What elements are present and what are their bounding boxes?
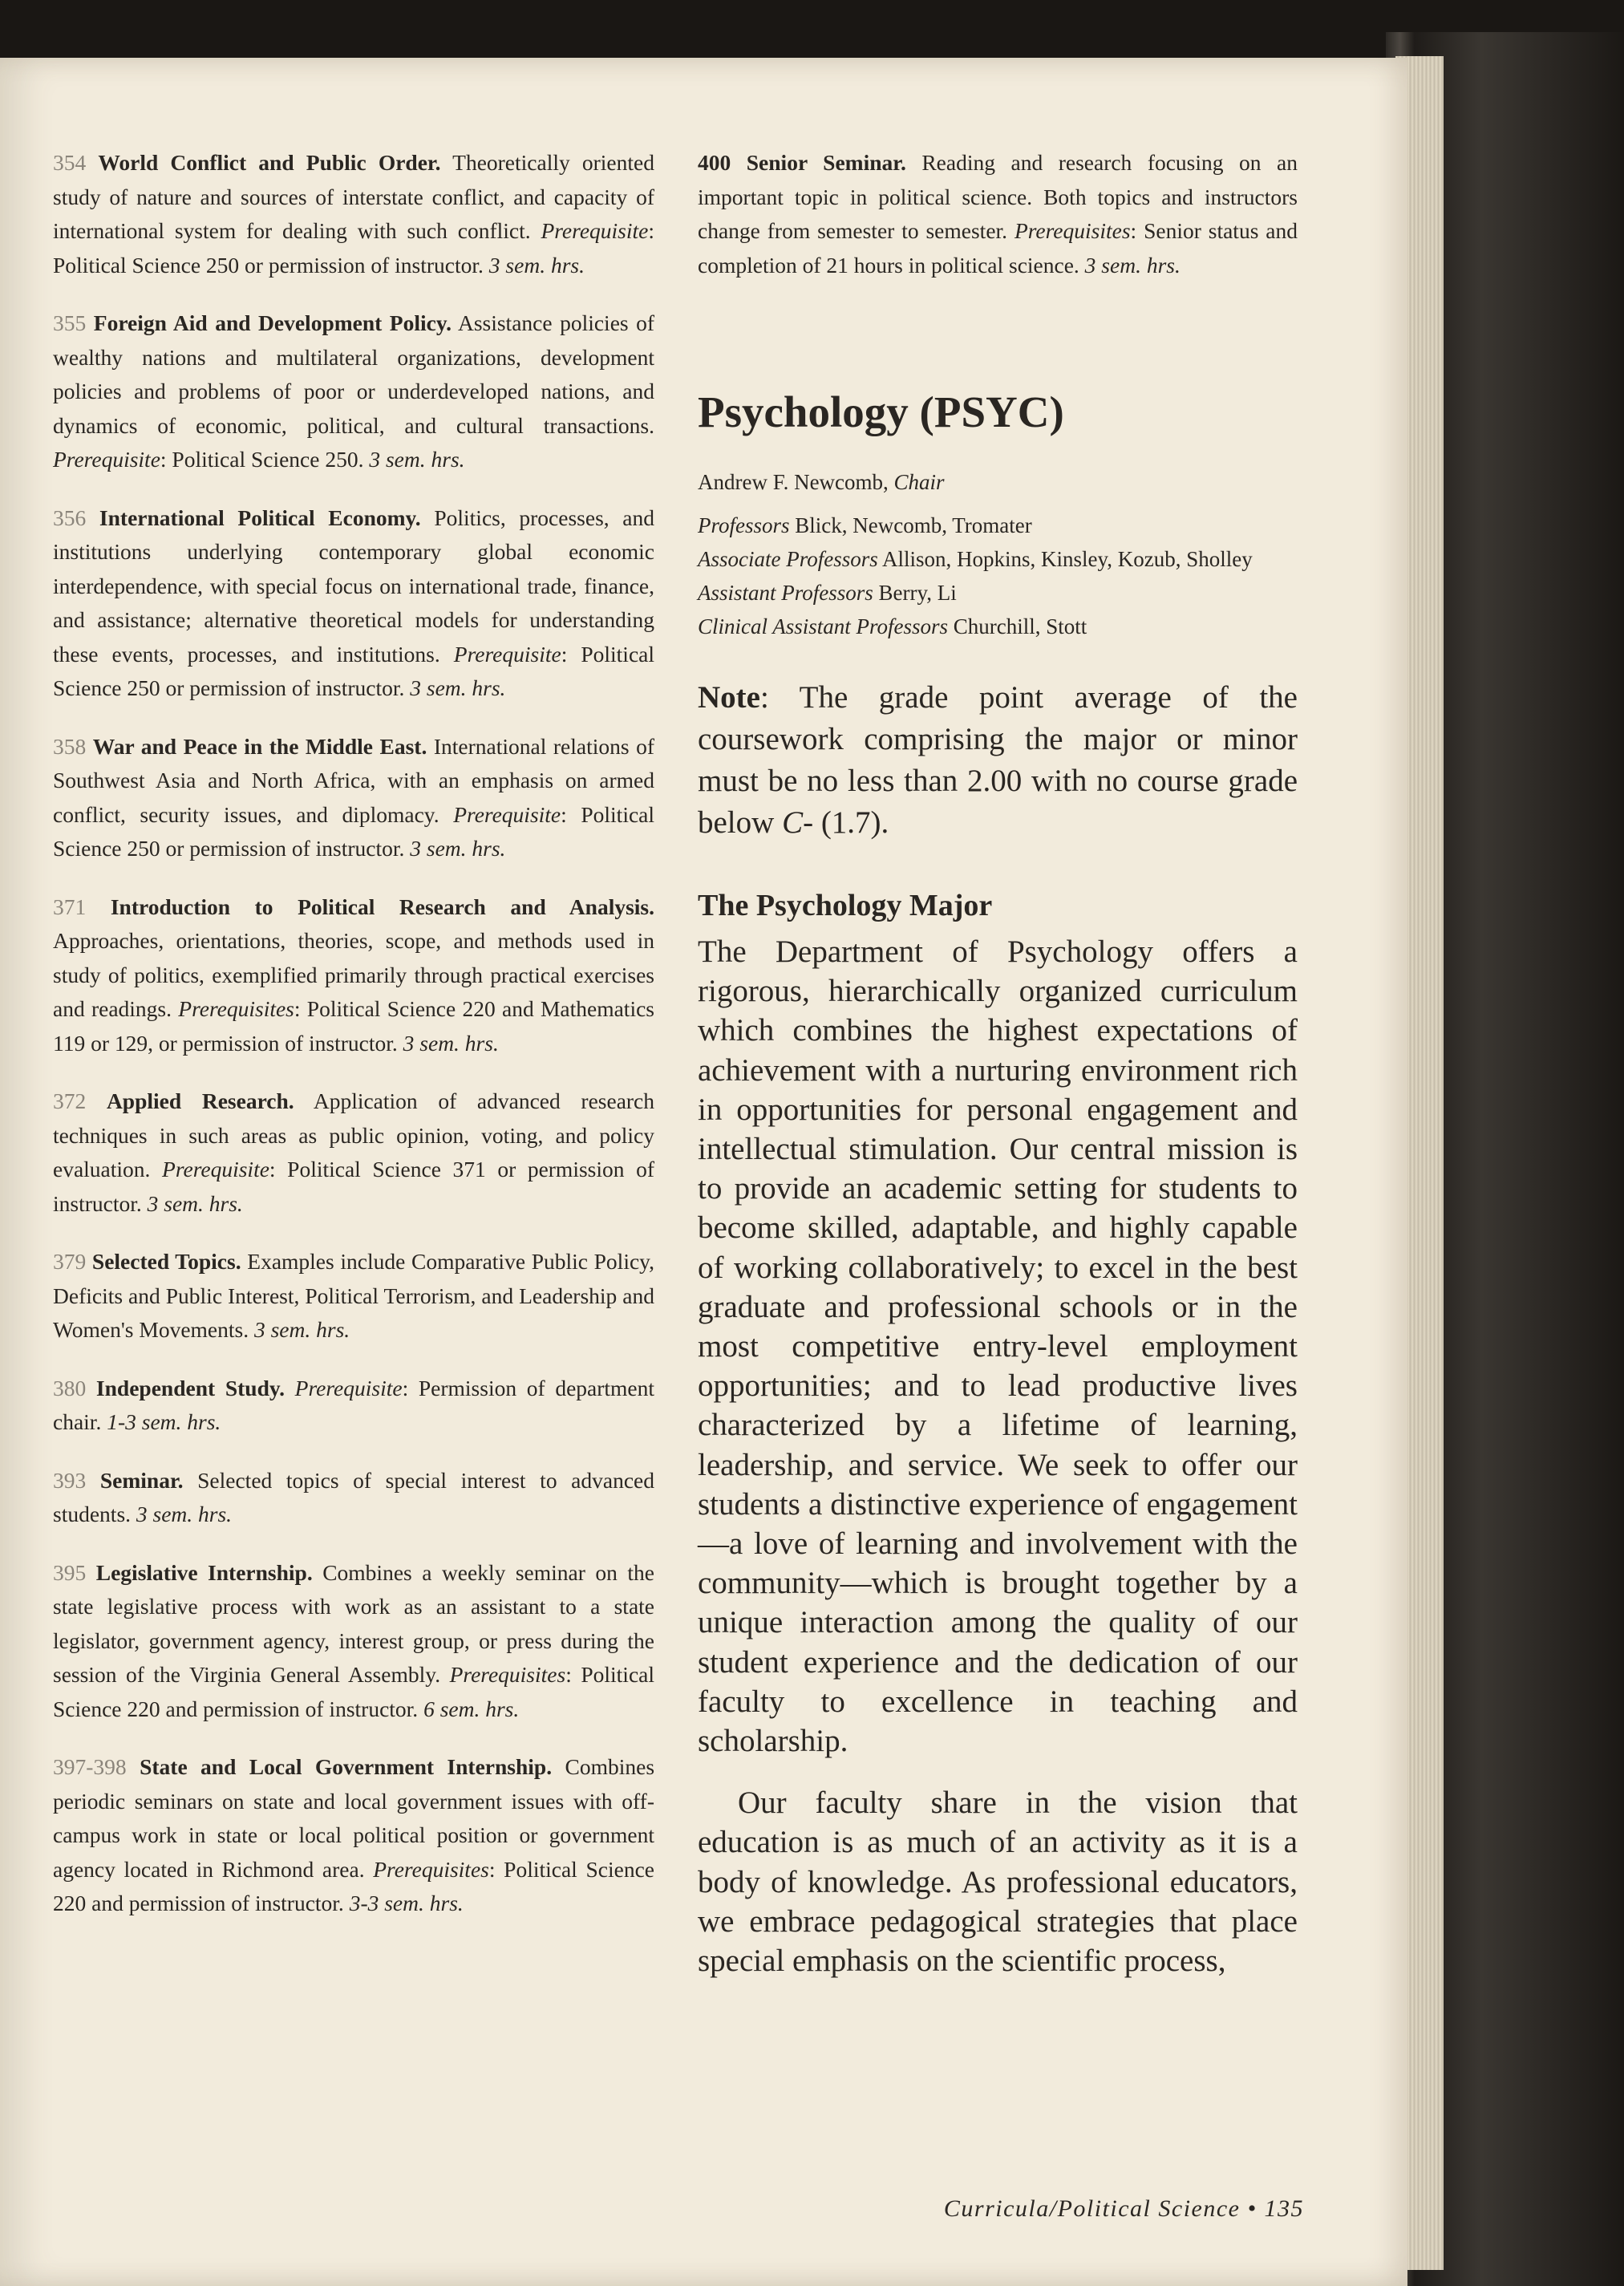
course-entry-355: 355 Foreign Aid and Development Policy. Assistance policies of wealthy nations and multilateral organizations, development policies and problems of poor or underdeveloped nations, and dynamics of economic, political, and cultural transactions. Prerequisite: Political Science 250. 3 sem. hrs. xyxy=(53,310,655,472)
faculty-assistant-professors: Assistant Professors Berry, Li xyxy=(698,581,957,605)
faculty-clinical-assistant-professors: Clinical Assistant Professors Churchill, Stott xyxy=(698,614,1087,638)
right-column xyxy=(698,146,1298,1980)
faculty-associate-professors: Associate Professors Allison, Hopkins, Kinsley, Kozub, Sholley xyxy=(698,547,1253,571)
faculty-list xyxy=(698,465,1298,643)
course-entry-354: 354 World Conflict and Public Order. Theoretically oriented study of nature and sources of interstate conflict, and capacity of international system for dealing with such conflict. Prerequisite: Political Science 250 or permission of instructor. 3 sem. hrs. xyxy=(53,150,654,278)
department-heading: Psychology (PSYC) xyxy=(698,387,1064,436)
major-paragraph-2: Our faculty share in the vision that education is as much of an activity as it is a body of knowledge. As professional educators, we embrace pedagogical strategies that place special emphasis on the scientific process, xyxy=(698,1785,1298,1979)
catalog-page xyxy=(0,58,1407,2286)
course-entry-395: 395 Legislative Internship. Combines a weekly seminar on the state legislative process with work as an assistant to a state legislator, government agency, interest group, or press during the session of the Virginia General Assembly. Prerequisites: Political Science 220 and permission of instructor. 6 sem. hrs. xyxy=(53,1559,655,1721)
left-column xyxy=(53,146,654,1945)
faculty-professors: Professors Blick, Newcomb, Tromater xyxy=(698,513,1032,537)
major-heading: The Psychology Major xyxy=(698,889,993,922)
course-entry-371: 371 Introduction to Political Research and Analysis. Approaches, orientations, theories, scope, and methods used in study of politics, exemplified primarily through practical exercises and readings. Prerequisites: Political Science 220 and Mathematics 119 or 129, or permission of instructor. 3 sem. hrs. xyxy=(53,894,655,1056)
page-footer: Curricula/Political Science • 135 xyxy=(943,2195,1304,2222)
course-entry-397-398: 397-398 State and Local Government Internship. Combines periodic seminars on state and local government issues with off-campus work in state or local political position or government agency located in Richmond area. Prerequisites: Political Science 220 and permission of instructor. 3-3 sem. hrs. xyxy=(53,1754,655,1915)
course-entry-379: 379 Selected Topics. Examples include Comparative Public Policy, Deficits and Public Interest, Political Terrorism, and Leadership and Women's Movements. 3 sem. hrs. xyxy=(53,1249,655,1342)
course-entry-400: 400 Senior Seminar. Reading and research focusing on an important topic in political science. Both topics and instructors change from semester to semester. Prerequisites: Senior status and completion of 21 hours in political science. 3 sem. hrs. xyxy=(698,150,1298,278)
course-entry-372: 372 Applied Research. Application of advanced research techniques in such areas as public opinion, voting, and policy evaluation. Prerequisite: Political Science 371 or permission of instructor. 3 sem. hrs. xyxy=(53,1088,655,1216)
grade-note: Note: The grade point average of the coursework comprising the major or minor must be no less than 2.00 with no course grade below C- (1.7). xyxy=(698,680,1298,840)
department-chair: Andrew F. Newcomb, Chair xyxy=(698,470,945,494)
course-entry-356: 356 International Political Economy. Politics, processes, and institutions underlying contemporary global economic interdependence, with special focus on international trade, finance, and assistance; alternative theoretical models for understanding these events, processes, and institutions. Prerequisite: Political Science 250 or permission of instructor. 3 sem. hrs. xyxy=(53,505,655,700)
course-entry-358: 358 War and Peace in the Middle East. International relations of Southwest Asia and North Africa, with an emphasis on armed conflict, security issues, and diplomacy. Prerequisite: Political Science 250 or permission of instructor. 3 sem. hrs. xyxy=(53,733,655,861)
course-entry-393: 393 Seminar. Selected topics of special interest to advanced students. 3 sem. hrs. xyxy=(53,1467,654,1526)
major-paragraph-1: The Department of Psychology offers a rigorous, hierarchically organized curriculum which combines the highest expectations of achievement with a nurturing environment rich in opportunities for personal engagement and intellectual stimulation. Our central mission is to provide an academic setting for students to become skilled, adaptable, and highly capable of working collaboratively; to excel in the best graduate and professional schools or in the most competitive entry-level employment opportunities; and to lead productive lives characterized by a lifetime of learning, leadership, and service. We seek to offer our students a distinctive experience of engagement—a love of learning and involvement with the community—which is brought together by a unique interaction among the quality of our student experience and the dedication of our faculty to excellence in teaching and scholarship. xyxy=(698,934,1298,1759)
course-entry-380: 380 Independent Study. Prerequisite: Permission of department chair. 1-3 sem. hrs. xyxy=(53,1375,655,1434)
